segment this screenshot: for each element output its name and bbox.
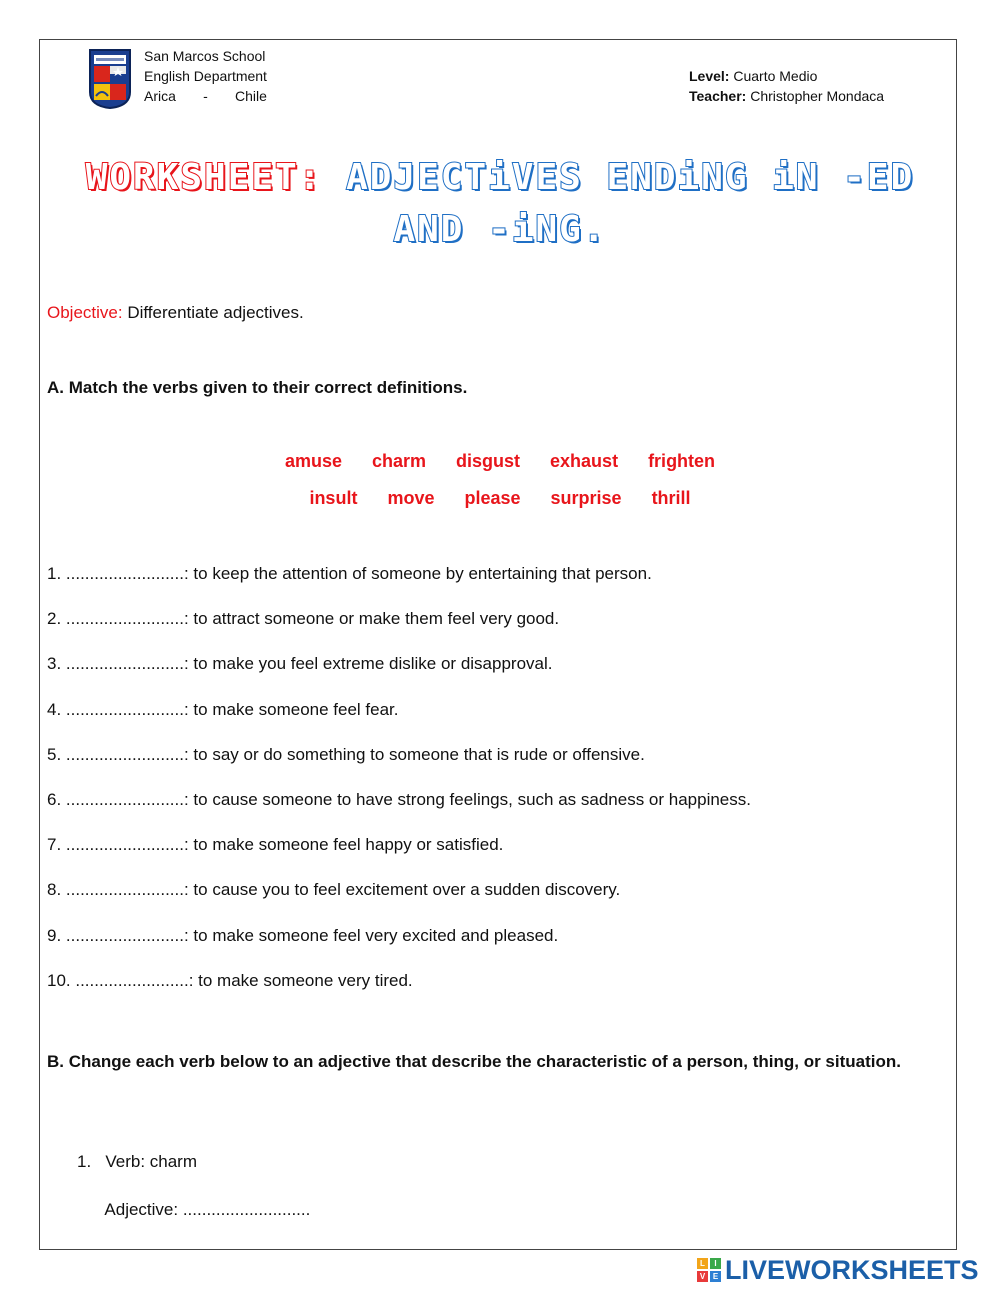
definition-item[interactable]: 3. .........................: to make you feel extreme dislike or disapproval.	[47, 654, 553, 674]
liveworksheets-brand[interactable]	[697, 1255, 979, 1285]
brand-block: L	[697, 1258, 708, 1269]
definition-item[interactable]: 6. .........................: to cause someone to have strong feelings, such as sadness or happiness.	[47, 789, 751, 809]
word-bank-item: frighten	[648, 451, 716, 471]
objective-label: Objective:	[47, 303, 123, 322]
verb-line: 1. Verb: charm	[77, 1152, 197, 1171]
definition-item[interactable]: 9. .........................: to make someone feel very excited and pleased.	[47, 925, 559, 945]
school-location: Arica - Chile	[144, 88, 267, 104]
word-bank-row-1	[0, 451, 1000, 472]
definition-item[interactable]: 8. .........................: to cause you to feel excitement over a sudden discovery.	[47, 880, 621, 900]
brand-block: I	[710, 1258, 721, 1269]
section-b-list	[77, 1150, 310, 1246]
teacher-line	[689, 86, 884, 106]
school-crest-logo	[88, 48, 132, 110]
word-bank-item: thrill	[651, 488, 691, 508]
objective-text: Differentiate adjectives.	[122, 303, 304, 322]
class-info	[689, 66, 884, 106]
adjective-answer-line[interactable]: Adjective: ...........................	[77, 1200, 311, 1219]
level-value: Cuarto Medio	[729, 68, 818, 84]
word-bank-item: disgust	[456, 451, 521, 471]
word-bank-item: move	[387, 488, 435, 508]
department-name: English Department	[144, 68, 267, 84]
worksheet-title	[48, 152, 952, 256]
definition-item[interactable]: 2. .........................: to attract someone or make them feel very good.	[47, 609, 560, 629]
brand-text: LIVEWORKSHEETS	[725, 1254, 979, 1285]
word-bank-item: insult	[309, 488, 358, 508]
school-info	[144, 46, 267, 106]
definition-list	[47, 562, 751, 1014]
word-bank-item: charm	[371, 451, 427, 471]
title-worksheet-word: WORKSHEET:	[85, 157, 323, 198]
brand-block: E	[710, 1271, 721, 1282]
objective	[47, 303, 304, 323]
section-b-heading: B. Change each verb below to an adjective that describe the characteristic of a person, thing, or situation.	[47, 1052, 901, 1071]
word-bank-row-2	[0, 488, 1000, 509]
level-label: Level:	[689, 68, 730, 84]
word-bank-item: amuse	[284, 451, 342, 471]
brand-block: V	[697, 1271, 708, 1282]
word-bank-item: surprise	[550, 488, 622, 508]
definition-item[interactable]: 5. .........................: to say or do something to someone that is rude or offensive.	[47, 744, 645, 764]
definition-item[interactable]: 10. ........................: to make someone very tired.	[47, 970, 413, 990]
word-bank-item: please	[464, 488, 521, 508]
title-topic-line2: AND -iNG.	[393, 209, 607, 250]
definition-item[interactable]: 7. .........................: to make someone feel happy or satisfied.	[47, 835, 504, 855]
section-a-heading: A. Match the verbs given to their correct definitions.	[47, 378, 468, 397]
school-name: San Marcos School	[144, 48, 266, 64]
title-topic-line1: ADJECTiVES ENDiNG iN -ED	[322, 157, 915, 198]
teacher-label: Teacher:	[689, 88, 747, 104]
teacher-value: Christopher Mondaca	[746, 88, 885, 104]
brand-blocks-icon	[697, 1258, 721, 1282]
definition-item[interactable]: 4. .........................: to make someone feel fear.	[47, 699, 399, 719]
definition-item[interactable]: 1. .........................: to keep the attention of someone by entertaining that person.	[47, 564, 652, 583]
word-bank-item: exhaust	[550, 451, 619, 471]
level-line	[689, 66, 884, 86]
